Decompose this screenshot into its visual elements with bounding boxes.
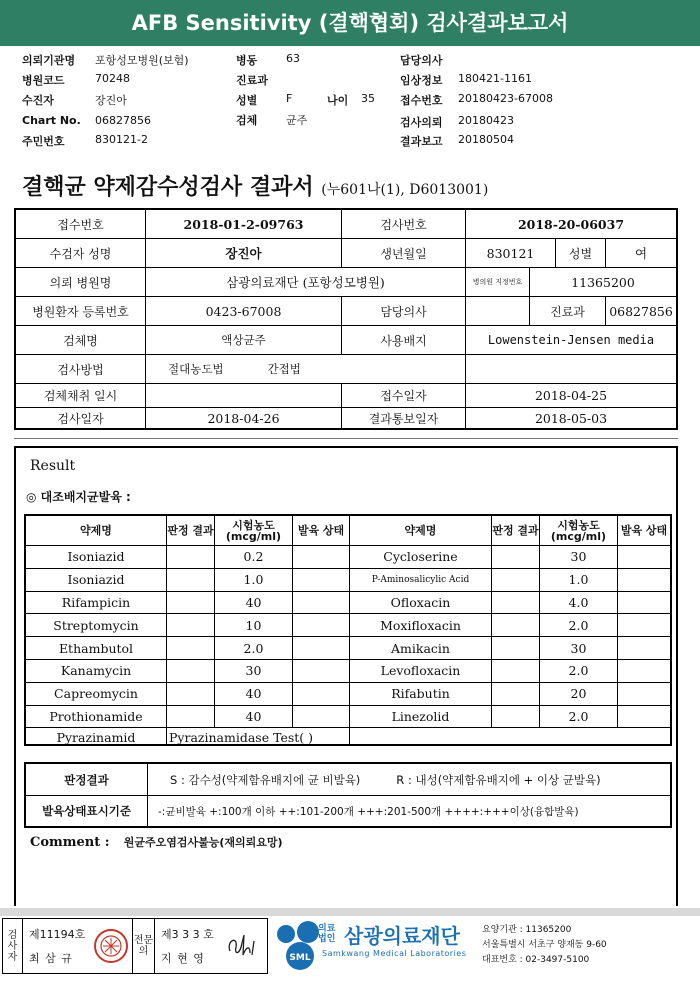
comment xyxy=(30,834,283,850)
judge-legend-label: 판정결과 xyxy=(26,764,148,796)
hdr-label: 의뢰기관명 xyxy=(22,54,76,67)
specialist-license: 제3 3 3 호 xyxy=(161,928,214,941)
specialist-signature xyxy=(221,919,267,973)
drug-name-cell: Ofloxacin xyxy=(350,592,492,615)
footer-band xyxy=(0,908,700,916)
hdr-label: 병동 xyxy=(236,54,258,67)
judge-r-text: R : 내성(약제함유배지에 + 이상 균발육) xyxy=(396,772,601,787)
legend-table xyxy=(24,762,672,828)
drug-name-cell: Isoniazid xyxy=(26,546,167,569)
department-label: 진료과 xyxy=(530,297,606,326)
growth-cell xyxy=(618,614,670,637)
concentration-cell: 1.0 xyxy=(540,569,618,592)
brand-tel: 대표번호 : 02-3497-5100 xyxy=(482,955,590,965)
hdr-value: 830121-2 xyxy=(95,133,148,146)
drug-name-cell: Ethambutol xyxy=(26,637,167,660)
hospital-label: 의뢰 병원명 xyxy=(16,268,146,297)
drug-name-cell: Moxifloxacin xyxy=(350,614,492,637)
concentration-cell: 30 xyxy=(540,637,618,660)
doctor-label: 담당의사 xyxy=(342,297,466,326)
notified-date-label: 결과통보일자 xyxy=(342,408,466,428)
drug-sensitivity-table xyxy=(24,514,672,746)
brand-name: 삼광의료재단 xyxy=(344,924,460,948)
drug-name-cell: P-Aminosalicylic Acid xyxy=(350,569,492,592)
col-drug-left: 약제명 xyxy=(26,516,167,546)
hdr-label: Chart No. xyxy=(22,114,81,127)
concentration-cell: 30 xyxy=(540,546,618,569)
patient-name-label: 수검자 성명 xyxy=(16,239,146,268)
result-section xyxy=(14,446,678,906)
brand-corp-label: 의료 법인 xyxy=(318,924,336,944)
hdr-value: 70248 xyxy=(95,72,130,85)
growth-cell xyxy=(293,683,350,706)
hdr-label: 결과보고 xyxy=(400,135,443,148)
growth-legend-label: 발육상태표시기준 xyxy=(26,796,148,826)
concentration-cell: 2.0 xyxy=(540,614,618,637)
concentration-cell: 10 xyxy=(215,614,293,637)
collection-value xyxy=(146,384,342,408)
drug-name-cell: Pyrazinamid xyxy=(26,728,167,746)
growth-legend-values: -:균비발육 +:100개 이하 ++:101-200개 +++:201-500개 ++++:+++이상(융합발육) xyxy=(158,805,579,818)
judge-cell xyxy=(167,683,215,706)
hdr-value: 20180504 xyxy=(458,133,514,146)
tester-name: 최 삼 규 xyxy=(29,952,73,965)
judge-cell xyxy=(167,614,215,637)
report-header xyxy=(22,52,682,152)
drug-name-cell: Levofloxacin xyxy=(350,660,492,683)
drug-name-cell: Amikacin xyxy=(350,637,492,660)
judge-cell xyxy=(492,637,540,660)
tester-info xyxy=(23,919,89,973)
judge-cell xyxy=(167,706,215,729)
growth-cell xyxy=(618,546,670,569)
registration-no-label: 병원환자 등록번호 xyxy=(16,297,146,326)
seal-icon xyxy=(93,928,129,964)
concentration-cell: 2.0 xyxy=(215,637,293,660)
concentration-cell: 40 xyxy=(215,592,293,615)
specialist-label: 전문의 xyxy=(133,919,155,973)
concentration-cell: 40 xyxy=(215,683,293,706)
receipt-no-label: 접수번호 xyxy=(16,210,146,239)
document-title-code: (누601나(1), D6013001) xyxy=(321,182,489,198)
report-title-bar xyxy=(0,0,700,46)
tester-seal xyxy=(89,919,133,973)
method-blank xyxy=(466,355,676,384)
judge-cell xyxy=(167,569,215,592)
drug-name-cell: Prothionamide xyxy=(26,706,167,729)
judge-cell xyxy=(167,660,215,683)
col-judge-left: 판정 결과 xyxy=(167,516,215,546)
growth-cell xyxy=(293,637,350,660)
concentration-cell: 2.0 xyxy=(540,660,618,683)
concentration-cell: 4.0 xyxy=(540,592,618,615)
control-growth-label: ◎ 대조배지균발육 : xyxy=(26,490,131,504)
hdr-label: 임상정보 xyxy=(400,74,443,87)
hdr-value: 63 xyxy=(286,52,300,65)
hdr-value: 20180423 xyxy=(458,114,514,127)
concentration-cell: 0.2 xyxy=(215,546,293,569)
sex-label: 성별 xyxy=(556,239,606,268)
received-date-label: 접수일자 xyxy=(342,384,466,408)
test-no-label: 검사번호 xyxy=(342,210,466,239)
birth-value: 830121 xyxy=(466,239,556,268)
judge-cell xyxy=(492,569,540,592)
concentration-cell: 2.0 xyxy=(540,706,618,729)
tested-date-value: 2018-04-26 xyxy=(146,408,342,428)
tester-license: 제11194호 xyxy=(29,928,86,941)
brand-address: 서울특별시 서초구 양재동 9-60 xyxy=(482,940,607,950)
drug-name-cell: Rifabutin xyxy=(350,683,492,706)
hdr-label: 진료과 xyxy=(236,74,268,87)
tested-date-label: 검사일자 xyxy=(16,408,146,428)
hdr-label: 성별 xyxy=(236,94,258,107)
tester-label: 검사자 xyxy=(3,919,23,973)
hdr-label: 수진자 xyxy=(22,94,54,107)
age-value: 35 xyxy=(361,92,375,105)
document-title xyxy=(22,170,488,201)
col-growth-left: 발육 상태 xyxy=(293,516,350,546)
brand-name-en: Samkwang Medical Laboratories xyxy=(322,949,467,958)
concentration-cell: 30 xyxy=(215,660,293,683)
specialist-info xyxy=(155,919,221,973)
birth-label: 생년월일 xyxy=(342,239,466,268)
notified-date-value: 2018-05-03 xyxy=(534,410,608,426)
report-title: AFB Sensitivity (결핵협회) 검사결과보고서 xyxy=(131,11,569,35)
hdr-label: 담당의사 xyxy=(400,54,443,67)
judge-s-text: S : 감수성(약제함유배지에 균 비발육) xyxy=(170,772,361,787)
doctor-value xyxy=(466,297,530,326)
judge-cell xyxy=(167,592,215,615)
medium-label: 사용배지 xyxy=(342,326,466,355)
hdr-label: 주민번호 xyxy=(22,135,65,148)
judge-cell xyxy=(492,660,540,683)
growth-cell xyxy=(293,660,350,683)
growth-cell xyxy=(618,637,670,660)
hdr-value: F xyxy=(286,92,293,105)
col-drug-right: 약제명 xyxy=(350,516,492,546)
hdr-label: 접수번호 xyxy=(400,94,443,107)
drug-name-cell: Capreomycin xyxy=(26,683,167,706)
department-value: 06827856 xyxy=(606,297,676,326)
pza-test-cell: Pyrazinamidase Test( ) xyxy=(167,728,350,746)
concentration-cell: 40 xyxy=(215,706,293,729)
col-conc-left: 시험농도 (mcg/ml) xyxy=(215,516,293,546)
growth-cell xyxy=(293,614,350,637)
section-divider xyxy=(14,438,678,439)
growth-cell xyxy=(618,706,670,729)
hospital-value: 삼광의료재단 (포항성모병원) xyxy=(146,268,466,297)
growth-cell xyxy=(293,592,350,615)
hdr-value: 20180423-67008 xyxy=(458,92,553,105)
hdr-value: 포항성모병원(보험) xyxy=(95,54,189,67)
result-title: Result xyxy=(30,458,76,474)
designated-no-value: 11365200 xyxy=(530,268,676,297)
age-label: 나이 xyxy=(327,94,349,107)
judge-cell xyxy=(167,546,215,569)
growth-cell xyxy=(293,569,350,592)
judge-cell xyxy=(167,637,215,660)
growth-cell xyxy=(293,706,350,729)
hdr-value: 장진아 xyxy=(95,94,127,107)
signature-block xyxy=(2,918,268,974)
growth-cell xyxy=(618,660,670,683)
concentration-cell: 1.0 xyxy=(215,569,293,592)
handwritten-signature-icon xyxy=(224,931,264,961)
hdr-value: 06827856 xyxy=(95,114,151,127)
brand-code: 요양기관 : 11365200 xyxy=(482,925,572,935)
judge-cell xyxy=(492,683,540,706)
growth-cell xyxy=(293,546,350,569)
designated-no-label: 병의원 지정번호 xyxy=(466,268,530,297)
hdr-value: 균주 xyxy=(286,114,308,127)
patient-info-table xyxy=(14,208,678,430)
specimen-label: 검체명 xyxy=(16,326,146,355)
col-growth-right: 발육 상태 xyxy=(618,516,670,546)
judge-cell xyxy=(492,614,540,637)
specimen-value: 액상균주 xyxy=(146,326,342,355)
growth-cell xyxy=(618,569,670,592)
document-title-text: 결핵균 약제감수성검사 결과서 xyxy=(22,174,314,200)
received-date-value: 2018-04-25 xyxy=(466,384,676,408)
judge-legend-values xyxy=(148,764,670,796)
col-judge-right: 판정 결과 xyxy=(492,516,540,546)
hdr-label: 검사의뢰 xyxy=(400,116,443,129)
test-no-value: 2018-20-06037 xyxy=(466,210,676,239)
drug-name-cell: Kanamycin xyxy=(26,660,167,683)
hdr-value: 180421-1161 xyxy=(458,72,532,85)
collection-label: 검체채취 일시 xyxy=(16,384,146,408)
sex-value: 여 xyxy=(606,239,676,268)
patient-name-value: 장진아 xyxy=(146,239,342,268)
drug-name-cell: Rifampicin xyxy=(26,592,167,615)
drug-name-cell: Streptomycin xyxy=(26,614,167,637)
comment-label: Comment : xyxy=(30,835,110,850)
drug-name-cell: Isoniazid xyxy=(26,569,167,592)
drug-name-cell: Linezolid xyxy=(350,706,492,729)
logo-badge-text: SML xyxy=(289,953,311,963)
drug-name-cell: Cycloserine xyxy=(350,546,492,569)
judge-cell xyxy=(492,706,540,729)
hdr-label: 병원코드 xyxy=(22,74,65,87)
method-label: 검사방법 xyxy=(16,355,146,384)
judge-cell xyxy=(492,592,540,615)
comment-value: 원균주오염검사불능(재의뢰요망) xyxy=(123,836,283,849)
judge-cell xyxy=(492,546,540,569)
hdr-label: 검체 xyxy=(236,114,258,127)
lab-brand xyxy=(272,918,697,974)
method-values xyxy=(146,355,466,384)
specialist-name: 지 현 영 xyxy=(161,952,205,965)
method-indirect: 간접법 xyxy=(267,362,301,376)
concentration-cell: 20 xyxy=(540,683,618,706)
growth-cell xyxy=(618,683,670,706)
receipt-no-value: 2018-01-2-09763 xyxy=(146,210,342,239)
registration-no-value: 0423-67008 xyxy=(146,297,342,326)
growth-cell xyxy=(618,592,670,615)
col-conc-right: 시험농도 (mcg/ml) xyxy=(540,516,618,546)
method-absolute: 절대농도법 xyxy=(168,362,224,376)
medium-value: Lowenstein-Jensen media xyxy=(466,326,676,355)
